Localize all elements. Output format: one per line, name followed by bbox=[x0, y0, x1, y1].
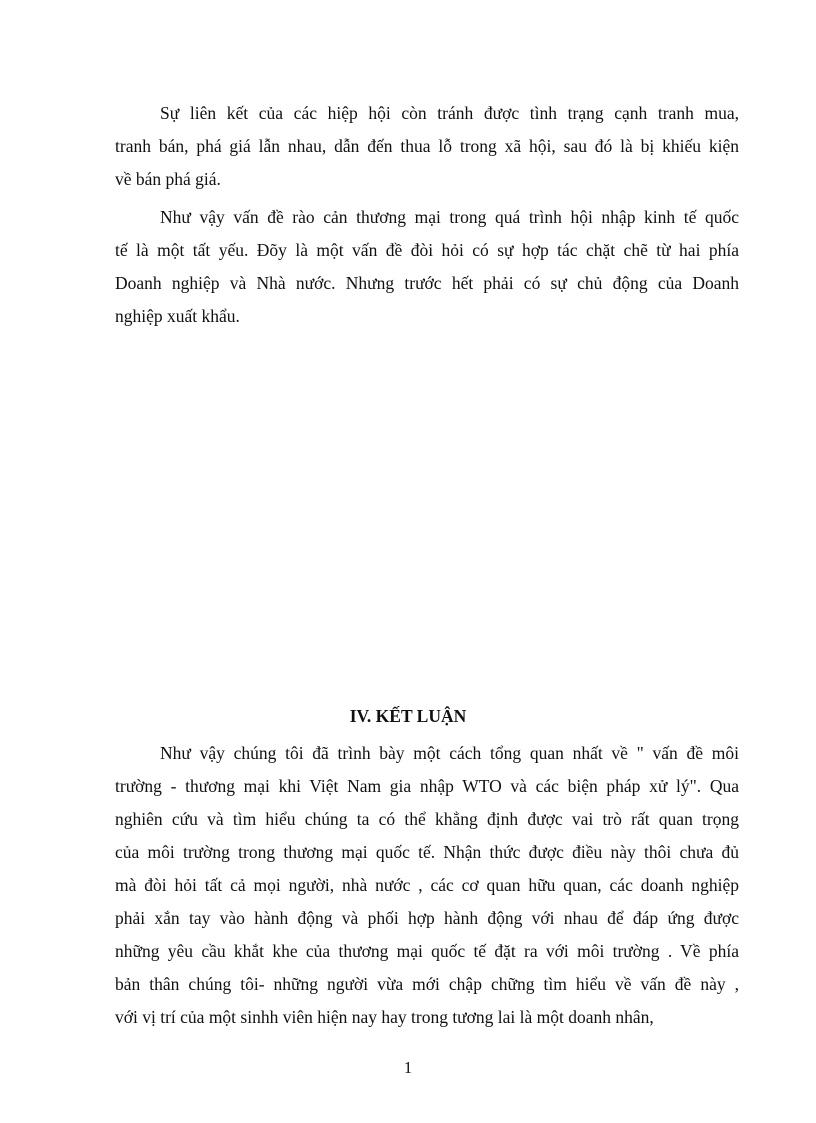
paragraph-3-line-9: với vị trí của một sinhh viên hiện nay hay trong tương lai là một doanh nhân, bbox=[115, 1007, 654, 1027]
paragraph-2-line-1: Như vậy vấn đề rào cản thương mại trong quá trình hội nhập kinh tế quốc bbox=[160, 207, 739, 227]
paragraph-3-line-4: của môi trường trong thương mại quốc tế. Nhận thức được điều này thôi chưa đủ bbox=[115, 842, 739, 862]
paragraph-3-line-6: phải xắn tay vào hành động và phối hợp hành động với nhau để đáp ứng được bbox=[115, 908, 739, 928]
paragraph-3-line-2: trường - thương mại khi Việt Nam gia nhập WTO và các biện pháp xử lý". Qua bbox=[115, 776, 739, 796]
paragraph-3-line-5: mà đòi hỏi tất cả mọi người, nhà nước , các cơ quan hữu quan, các doanh nghiệp bbox=[115, 875, 739, 895]
paragraph-2-line-3: Doanh nghiệp và Nhà nước. Nhưng trước hết phải có sự chủ động của Doanh bbox=[115, 273, 739, 293]
paragraph-3-line-8: bản thân chúng tôi- những người vừa mới chập chững tìm hiểu về vấn đề này , bbox=[115, 974, 739, 994]
paragraph-1-line-3: về bán phá giá. bbox=[115, 169, 221, 189]
paragraph-3-line-1: Như vậy chúng tôi đã trình bày một cách tổng quan nhất về " vấn đề môi bbox=[160, 743, 739, 763]
paragraph-1-line-1: Sự liên kết của các hiệp hội còn tránh được tình trạng cạnh tranh mua, bbox=[160, 103, 739, 123]
paragraph-3-line-7: những yêu cầu khắt khe của thương mại quốc tế đặt ra với môi trường . Về phía bbox=[115, 941, 739, 961]
paragraph-1-line-2: tranh bán, phá giá lẫn nhau, dẫn đến thua lỗ trong xã hội, sau đó là bị khiếu kiện bbox=[115, 136, 739, 156]
paragraph-3-line-3: nghiên cứu và tìm hiểu chúng ta có thể khẳng định được vai trò rất quan trọng bbox=[115, 809, 739, 829]
paragraph-2-line-4: nghiệp xuất khẩu. bbox=[115, 306, 240, 326]
page-number: 1 bbox=[403, 1058, 413, 1077]
paragraph-2-line-2: tế là một tất yếu. Đõy là một vấn đề đòi hỏi có sự hợp tác chặt chẽ từ hai phía bbox=[115, 240, 739, 260]
section-heading: IV. KẾT LUẬN bbox=[349, 706, 467, 726]
